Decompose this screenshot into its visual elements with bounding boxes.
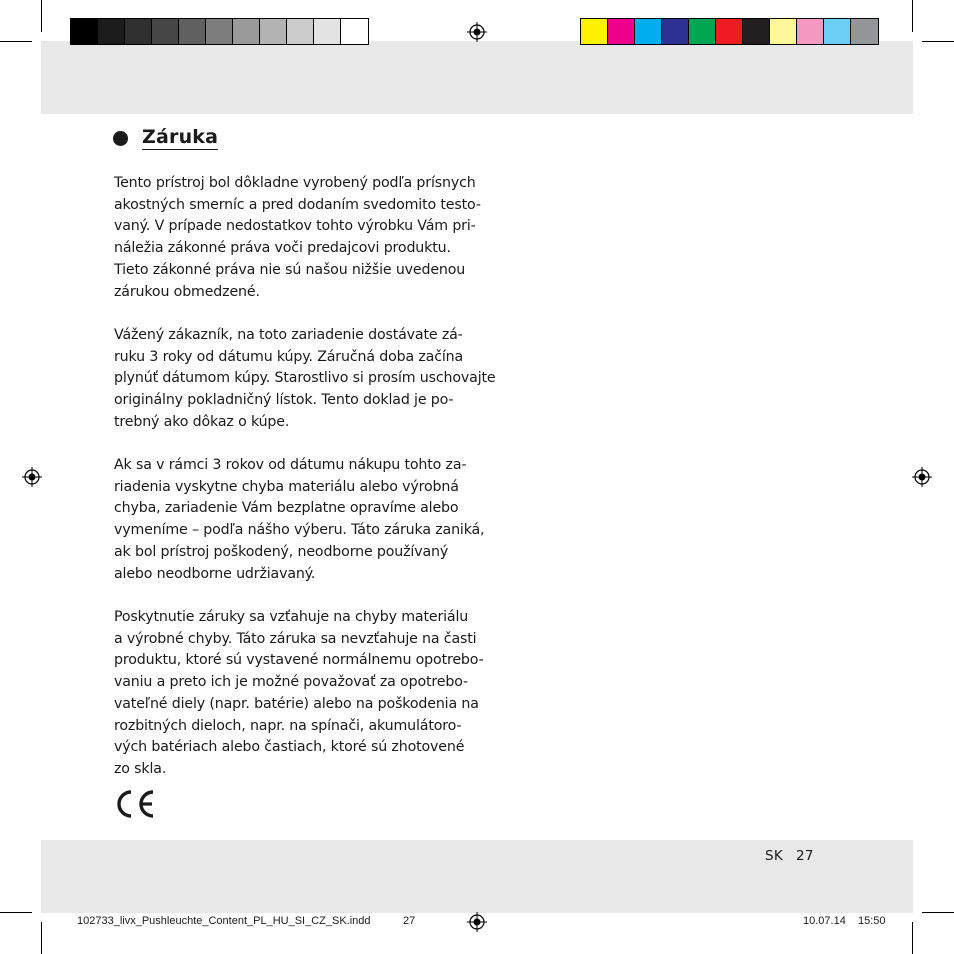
color-swatch (260, 19, 287, 44)
text-line: náležia zákonné práva voči predajcovi produktu. (114, 240, 451, 257)
bullet-icon (113, 131, 128, 146)
ce-mark-icon (113, 789, 155, 819)
text-line: ruku 3 roky od dátumu kúpy. Záručná doba začína (114, 348, 464, 365)
grayscale-color-bar (70, 18, 369, 45)
slug-date: 10.07.14 (803, 915, 846, 927)
color-swatch (206, 19, 233, 44)
text-line: vateľné diely (napr. batérie) alebo na poškodenia na (114, 695, 479, 712)
color-swatch (98, 19, 125, 44)
color-swatch (608, 19, 635, 44)
text-line: vých batériach alebo častiach, ktoré sú zhotovené (114, 739, 465, 756)
header-band (41, 41, 913, 114)
text-line: ak bol prístroj poškodený, neodborne používaný (114, 543, 449, 560)
text-line: zárukou obmedzené. (114, 283, 260, 300)
warranty-paragraph-1 (114, 173, 481, 303)
registration-mark-icon (467, 912, 487, 932)
color-swatch (71, 19, 98, 44)
registration-mark-icon (467, 22, 487, 42)
text-line: chyba, zariadenie Vám bezplatne opravíme alebo (114, 500, 459, 517)
registration-mark-icon (22, 467, 42, 487)
text-line: Ak sa v rámci 3 rokov od dátumu nákupu tohto za- (114, 457, 467, 473)
color-swatch (314, 19, 341, 44)
text-line: plynúť dátumom kúpy. Starostlivo si prosím uschovajte (114, 370, 496, 387)
color-swatch (824, 19, 851, 44)
text-line: trebný ako dôkaz o kúpe. (114, 413, 290, 430)
page-number (765, 848, 814, 864)
registration-mark-icon (912, 467, 932, 487)
color-swatch (179, 19, 206, 44)
text-line: vymeníme – podľa nášho výberu. Táto záruka zaniká, (114, 522, 485, 539)
text-line: vaný. V prípade nedostatkov tohto výrobku Vám pri- (114, 218, 476, 235)
text-line: a výrobné chyby. Táto záruka sa nevzťahuje na časti (114, 630, 477, 647)
text-line: vaniu a preto ich je možné považovať za opotrebo- (114, 674, 468, 691)
text-line: rozbitných dieloch, napr. na spínači, akumulátoro- (114, 717, 462, 734)
warranty-paragraph-2 (114, 325, 496, 434)
slug-page: 27 (403, 915, 416, 927)
color-swatch (716, 19, 743, 44)
color-swatch (662, 19, 689, 44)
section-heading (113, 126, 218, 150)
text-line: Vážený zákazník, na toto zariadenie dostávate zá- (114, 327, 463, 343)
color-swatch (797, 19, 824, 44)
text-line: alebo neodborne udržiavaný. (114, 565, 316, 582)
color-swatch (689, 19, 716, 44)
slug-filename: 102733_livx_Pushleuchte_Content_PL_HU_SI_CZ_SK.indd (77, 915, 371, 927)
color-swatch (770, 19, 797, 44)
slug-time: 15:50 (858, 915, 886, 927)
color-swatch (851, 19, 878, 44)
color-swatch (743, 19, 770, 44)
color-swatch (233, 19, 260, 44)
text-line: riadenia vyskytne chyba materiálu alebo výrobná (114, 478, 459, 495)
text-line: produktu, ktoré sú vystavené normálnemu opotrebo- (114, 652, 484, 669)
color-swatch (635, 19, 662, 44)
text-line: originálny pokladničný lístok. Tento doklad je po- (114, 392, 454, 409)
process-color-bar (580, 18, 879, 45)
text-line: Tieto zákonné práva nie sú našou nižšie uvedenou (114, 261, 466, 278)
page-number-value: 27 (796, 848, 814, 864)
text-line: Tento prístroj bol dôkladne vyrobený podľa prísnych (114, 175, 476, 191)
warranty-paragraph-3 (114, 455, 485, 585)
language-code: SK (765, 848, 784, 864)
text-line: akostných smerníc a pred dodaním svedomito testo- (114, 196, 481, 213)
color-swatch (581, 19, 608, 44)
color-swatch (152, 19, 179, 44)
warranty-paragraph-4 (114, 607, 484, 781)
section-title: Záruka (142, 126, 219, 148)
text-line: zo skla. (114, 760, 167, 777)
color-swatch (125, 19, 152, 44)
color-swatch (287, 19, 314, 44)
color-swatch (341, 19, 368, 44)
text-line: Poskytnutie záruky sa vzťahuje na chyby materiálu (114, 609, 469, 625)
